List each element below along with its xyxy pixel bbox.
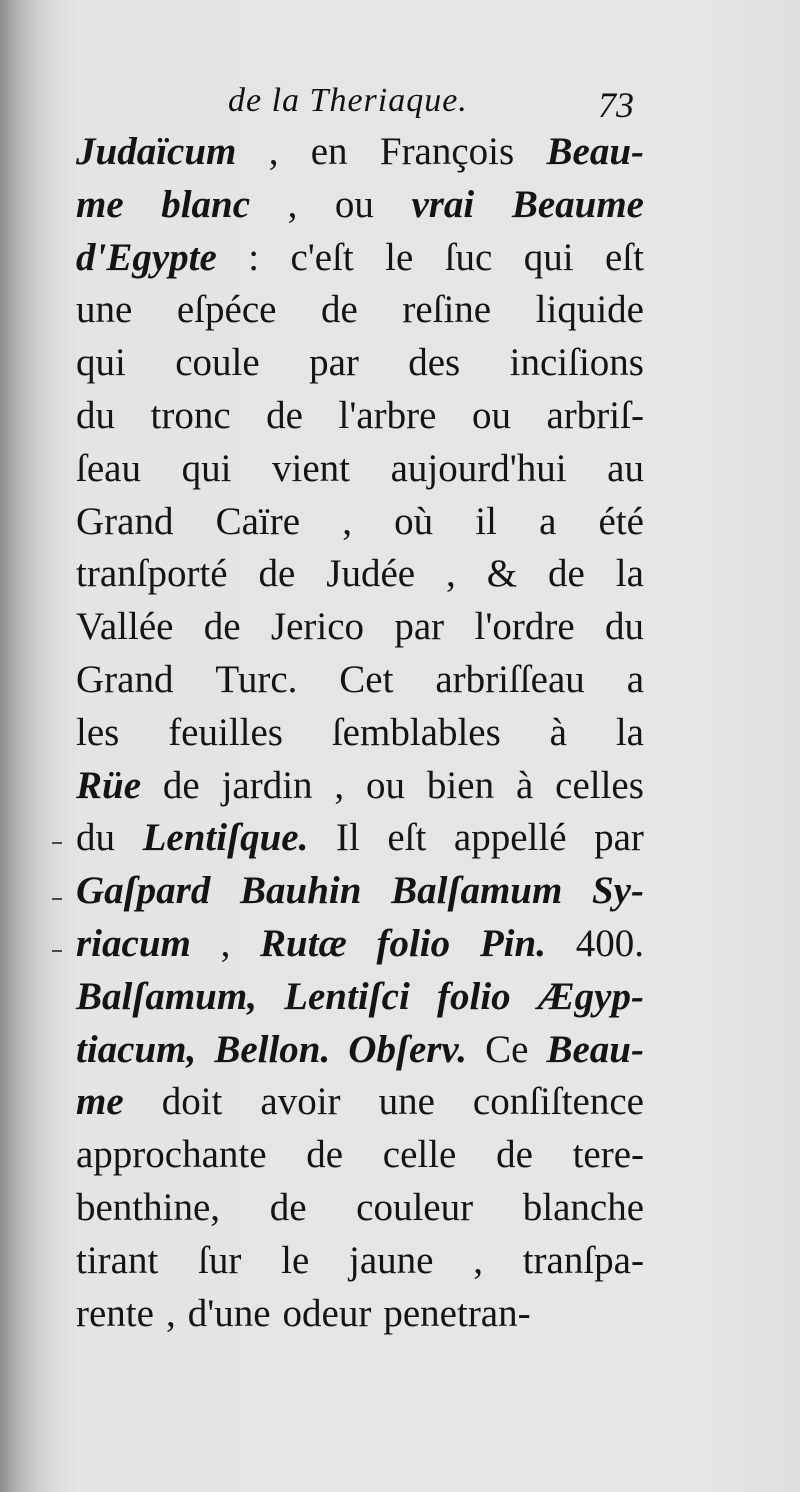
- edge-mark: [52, 950, 62, 952]
- text-line: [76, 1076, 644, 1129]
- word: ſur: [198, 1238, 242, 1282]
- word: de: [548, 552, 585, 596]
- word: ſemblables: [331, 710, 501, 754]
- word: Vallée: [76, 605, 174, 649]
- text-line: [76, 1024, 644, 1077]
- word: Cet: [339, 657, 394, 701]
- binding-edge: [0, 0, 56, 1492]
- word: Ce: [485, 1027, 529, 1071]
- word: par: [594, 816, 644, 860]
- word: ſuc: [444, 235, 493, 279]
- word: eſpéce: [176, 288, 277, 332]
- italic-word: blanc: [161, 182, 251, 226]
- word: c'eſt: [290, 235, 354, 279]
- word: de: [320, 288, 358, 332]
- word: aujourd'hui: [390, 446, 567, 490]
- text-line: [76, 548, 644, 601]
- word: ,: [268, 130, 279, 173]
- word: reſine: [402, 288, 492, 332]
- word: appellé: [453, 816, 567, 860]
- italic-word: Pin.: [479, 921, 546, 965]
- word: de: [266, 393, 303, 437]
- word: vient: [272, 446, 350, 490]
- word: doit: [161, 1080, 223, 1124]
- word: benthine,: [76, 1185, 221, 1229]
- italic-word: Lentiſque.: [142, 816, 309, 860]
- word: celle: [382, 1133, 457, 1177]
- word: 400.: [575, 921, 644, 965]
- italic-word: Bauhin: [240, 869, 362, 913]
- text-line: [76, 601, 644, 654]
- word: eſt: [604, 235, 644, 279]
- word: Il: [335, 816, 360, 860]
- italic-word: Beaume: [511, 182, 644, 226]
- italic-word: me: [76, 182, 124, 226]
- word: les: [76, 710, 120, 754]
- word: arbriſſeau: [435, 657, 585, 701]
- page-number: 73: [598, 85, 634, 125]
- word: une: [378, 1080, 435, 1124]
- word: odeur: [282, 1291, 372, 1335]
- word: qui: [76, 341, 126, 385]
- text-line: [76, 337, 644, 390]
- body-text: [76, 126, 644, 1340]
- italic-word: riacum: [76, 921, 191, 965]
- word: qui: [523, 235, 574, 279]
- italic-word: d'Egypte: [76, 235, 217, 279]
- word: tronc: [150, 393, 231, 437]
- word: l'arbre: [338, 393, 437, 437]
- text-line: [76, 1129, 644, 1182]
- word: liquide: [535, 288, 644, 332]
- word: qui: [181, 446, 232, 490]
- text-line: [76, 812, 644, 865]
- word: de: [258, 552, 296, 596]
- word: ,: [287, 182, 298, 226]
- italic-word: vrai: [411, 182, 475, 226]
- word: ,: [334, 763, 345, 807]
- italic-word: Judaïcum: [76, 130, 237, 173]
- italic-word: Rutæ: [260, 921, 347, 965]
- word: la: [615, 552, 644, 596]
- word: jaune: [349, 1238, 434, 1282]
- word: eſt: [387, 816, 427, 860]
- word: coule: [175, 341, 260, 385]
- italic-word: Ægyp-: [537, 974, 644, 1018]
- word: il: [475, 499, 497, 543]
- word: ſeau: [76, 446, 141, 490]
- italic-word: tiacum,: [76, 1027, 197, 1071]
- italic-word: Bellon.: [214, 1027, 331, 1071]
- word: Judée: [326, 552, 416, 596]
- word: a: [539, 499, 557, 543]
- word: par: [309, 341, 359, 385]
- italic-word: Beau-: [546, 1027, 644, 1071]
- word: de: [162, 763, 200, 807]
- italic-word: Gaſpard: [76, 869, 211, 913]
- word: tranſporté: [76, 552, 228, 596]
- text-line: [76, 865, 644, 918]
- italic-word: Beau-: [546, 130, 644, 173]
- word: ou: [366, 763, 406, 807]
- italic-word: me: [76, 1080, 124, 1124]
- word: avoir: [260, 1080, 341, 1124]
- text-line: [76, 760, 644, 813]
- italic-word: Sy-: [591, 869, 644, 913]
- word: bien: [426, 763, 495, 807]
- word: ,: [446, 552, 456, 596]
- word: où: [394, 499, 434, 543]
- word: d'une: [187, 1291, 271, 1335]
- word: Caïre: [215, 499, 301, 543]
- word: rente: [76, 1291, 154, 1335]
- word: Grand: [76, 657, 174, 701]
- text-line: [76, 971, 644, 1024]
- word: Grand: [76, 499, 174, 543]
- text-line: [76, 654, 644, 707]
- word: a: [626, 657, 644, 701]
- word: penetran-: [383, 1291, 531, 1335]
- word: tranſpa-: [522, 1238, 644, 1282]
- word: Jerico: [270, 605, 365, 649]
- word: été: [598, 499, 644, 543]
- word: feuilles: [168, 710, 283, 754]
- text-line: [76, 126, 644, 179]
- word: la: [615, 710, 644, 754]
- italic-word: Balſamum,: [76, 974, 257, 1018]
- text-line: [76, 1235, 644, 1288]
- word: des: [408, 341, 461, 385]
- word: de: [269, 1185, 307, 1229]
- italic-word: Rüe: [76, 763, 142, 807]
- word: ,: [473, 1238, 483, 1282]
- italic-word: folio: [437, 974, 511, 1018]
- word: du: [76, 816, 115, 860]
- word: le: [281, 1238, 310, 1282]
- word: à: [549, 710, 567, 754]
- edge-mark: [52, 842, 62, 844]
- word: au: [607, 446, 644, 490]
- word: approchante: [76, 1133, 267, 1177]
- word: ou: [471, 393, 511, 437]
- text-line: [76, 496, 644, 549]
- text-line: [76, 918, 644, 971]
- word: en: [310, 130, 348, 173]
- word: par: [394, 605, 445, 649]
- italic-word: Balſamum: [391, 869, 563, 913]
- running-head: de la Theriaque.: [228, 82, 468, 119]
- word: tirant: [76, 1238, 159, 1282]
- word: couleur: [356, 1185, 474, 1229]
- text-line: [76, 390, 644, 443]
- word: de: [203, 605, 241, 649]
- word: inciſions: [509, 341, 644, 385]
- word: arbriſ-: [546, 393, 644, 437]
- word: du: [605, 605, 644, 649]
- word: du: [76, 393, 115, 437]
- text-line: [76, 179, 644, 232]
- word: ,: [220, 921, 231, 965]
- text-line: [76, 1182, 644, 1235]
- text-line: [76, 284, 644, 337]
- word: à: [515, 763, 534, 807]
- text-line: [76, 707, 644, 760]
- italic-word: Obſerv.: [348, 1027, 468, 1071]
- word: blanche: [522, 1185, 644, 1229]
- word: François: [379, 130, 515, 173]
- word: le: [385, 235, 414, 279]
- text-line: [76, 1288, 644, 1341]
- text-line: [76, 443, 644, 496]
- word: celles: [555, 763, 644, 807]
- word: :: [248, 235, 260, 279]
- word: ou: [334, 182, 374, 226]
- word: jardin: [221, 763, 313, 807]
- word: ,: [165, 1291, 176, 1335]
- word: Turc.: [215, 657, 298, 701]
- text-line: [76, 232, 644, 285]
- word: de: [306, 1133, 344, 1177]
- word: l'ordre: [474, 605, 575, 649]
- word: &: [486, 552, 518, 596]
- word: ,: [342, 499, 352, 543]
- word: une: [76, 288, 133, 332]
- italic-word: folio: [376, 921, 451, 965]
- word: tere-: [572, 1133, 644, 1177]
- edge-mark: [52, 898, 62, 900]
- italic-word: Lentiſci: [284, 974, 410, 1018]
- word: de: [496, 1133, 533, 1177]
- word: conſiſtence: [472, 1080, 644, 1124]
